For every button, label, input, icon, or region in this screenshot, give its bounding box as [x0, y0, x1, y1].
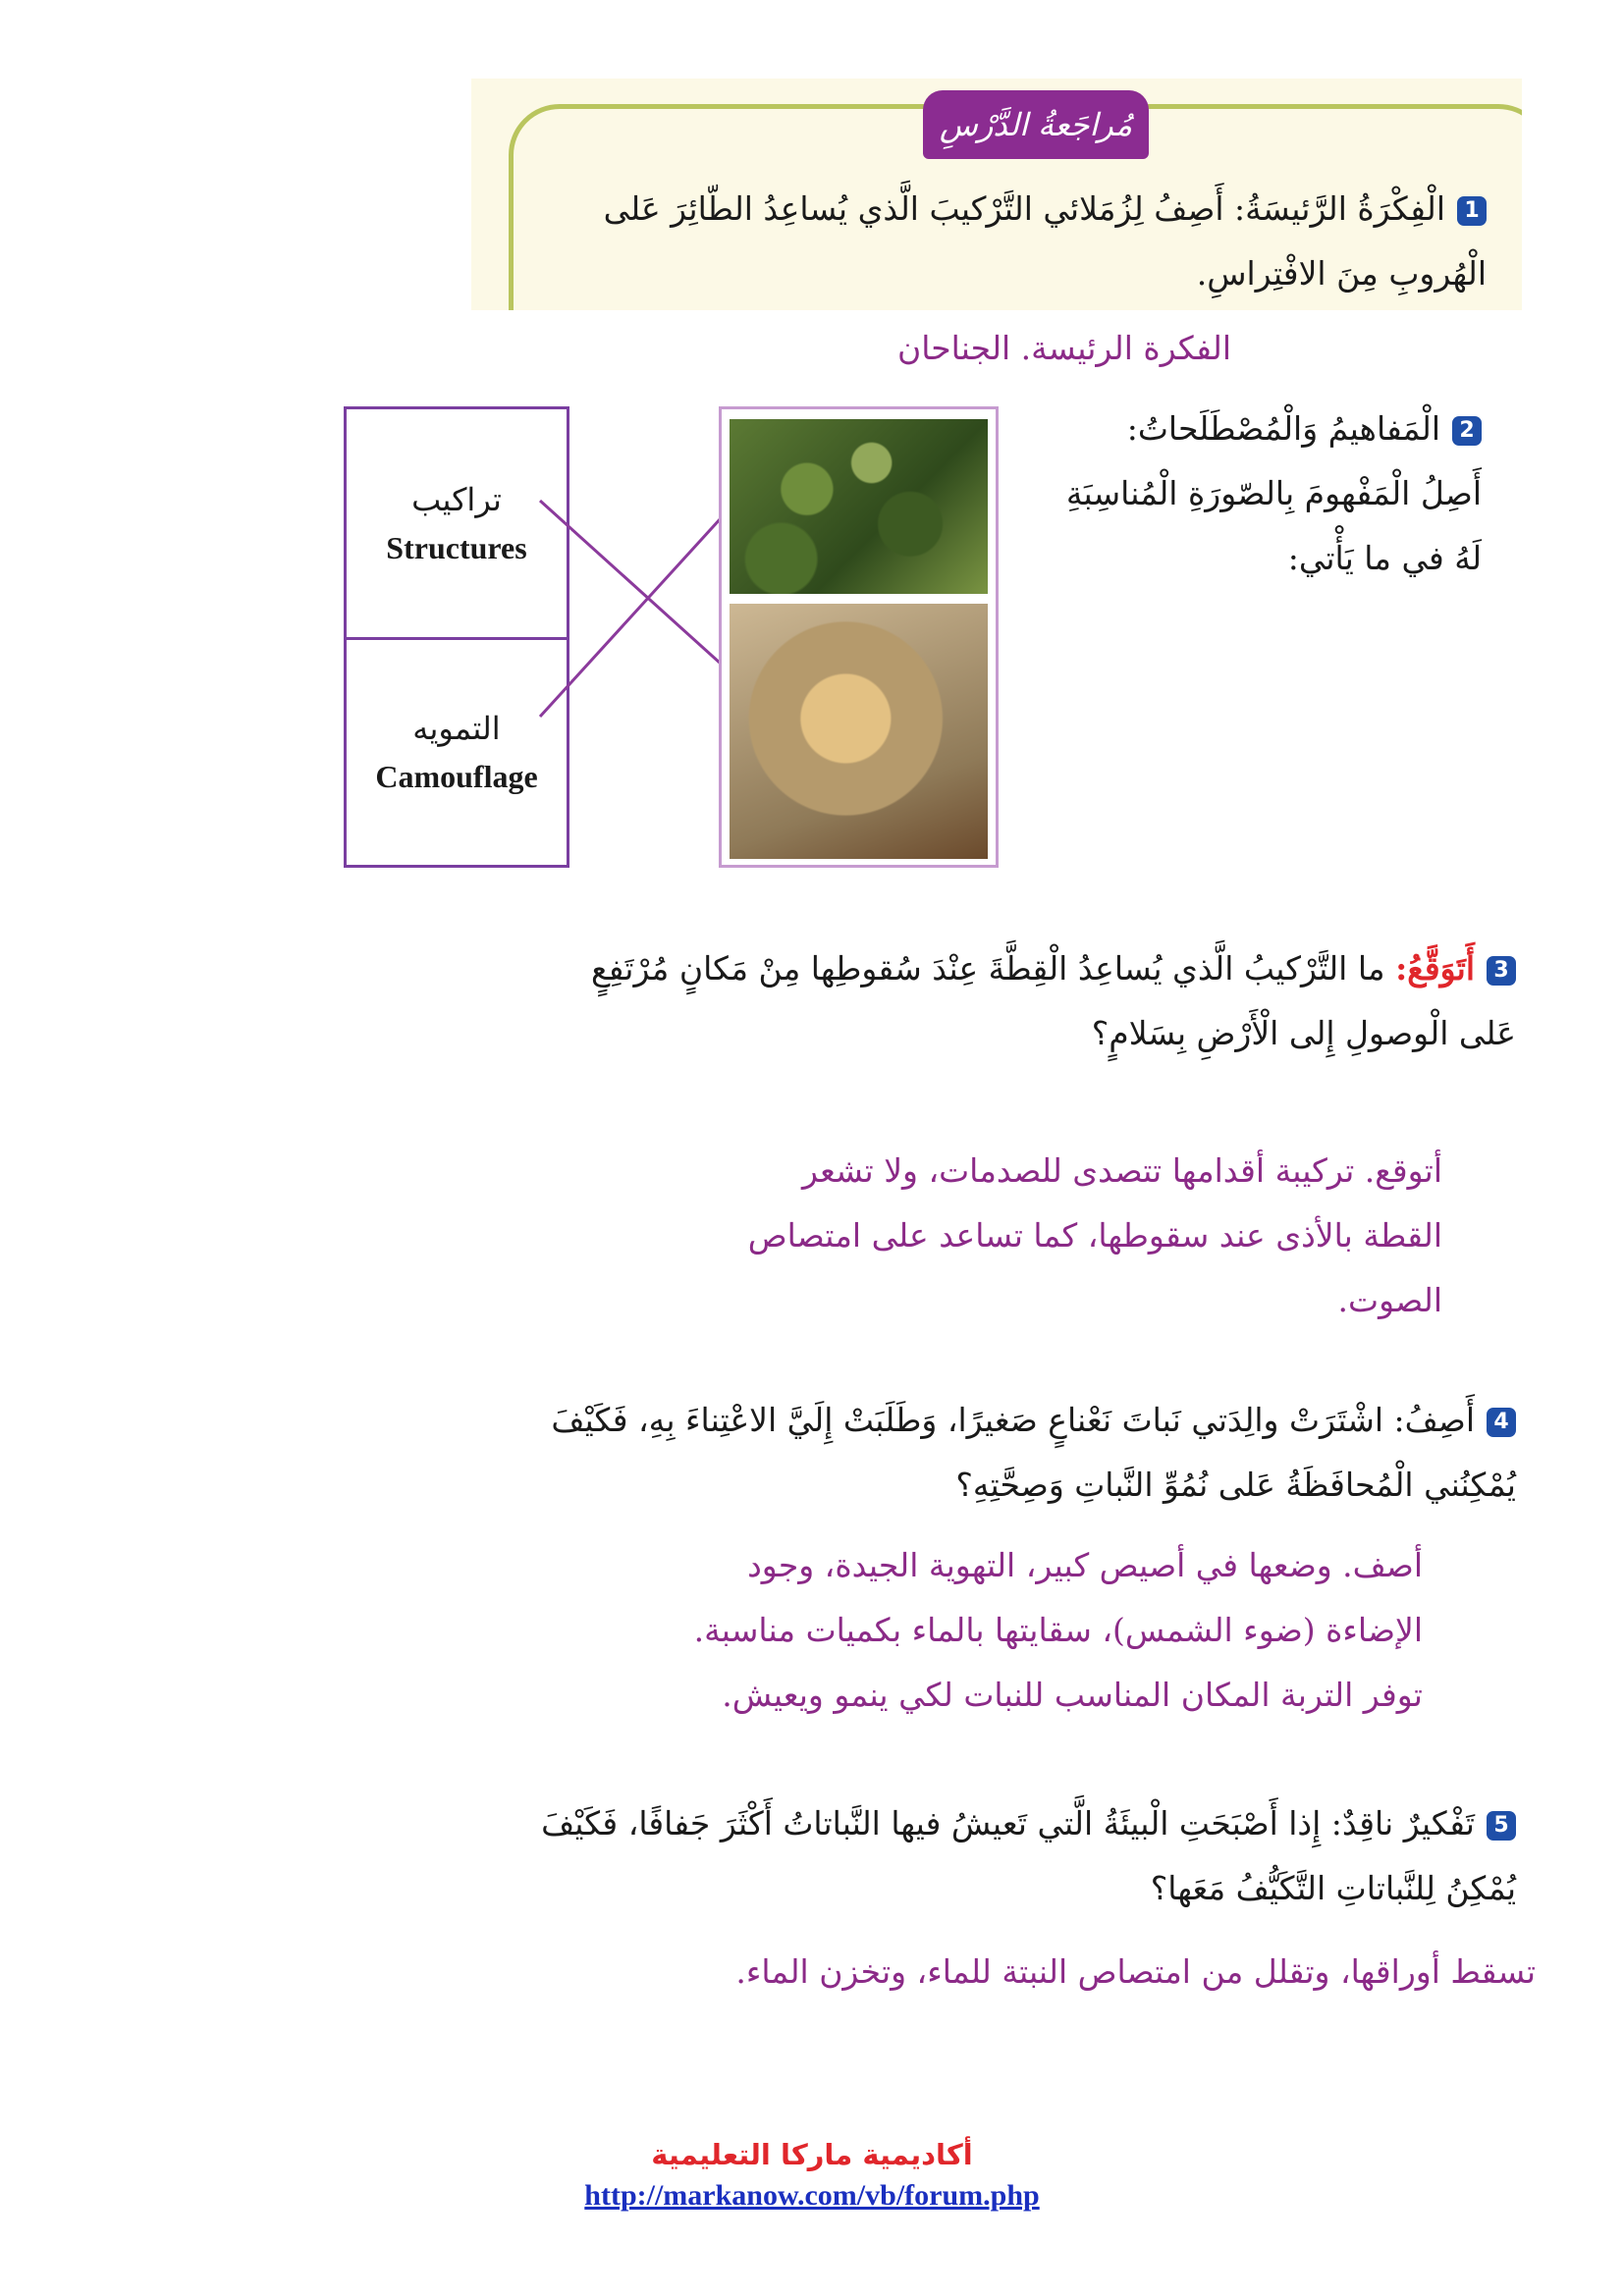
question-text: أَصِفُ: اشْتَرَتْ والِدَتي نَباتَ نَعْناعٍ صَغيرًا، وَطَلَبَتْ إِلَيَّ الاعْتِناءَ بِهِ، فَكَيْفَ يُمْكِنُني الْمُحافَظَةُ عَلى نُمُوِّ النَّباتِ وَصِحَّتِهِ؟: [551, 1401, 1516, 1504]
concept-arabic-label: التمويه: [412, 710, 501, 747]
footer-academy-name: أكاديمية ماركا التعليمية: [651, 2138, 973, 2171]
question-text: الْمَفاهيمُ وَالْمُصْطَلَحاتُ: أَصِلُ الْمَفْهومَ بِالصّورَةِ الْمُناسِبَةِ لَهُ في ما يَأْتي:: [1065, 409, 1482, 577]
question-number-badge: 3: [1487, 956, 1516, 986]
question-5-answer: تسقط أوراقها، وتقلل من امتصاص النبتة للماء، وتخزن الماء.: [735, 1952, 1536, 1991]
footer-link[interactable]: http://markanow.com/vb/forum.php: [584, 2179, 1040, 2212]
cat-paw-image: [730, 604, 988, 859]
question-text: ما التَّرْكيبُ الَّذي يُساعِدُ الْقِطَّةَ عِنْدَ سُقوطِها مِنْ مَكانٍ مُرْتَفِعٍ عَلى الْوصولِ إِلى الْأَرْضِ بِسَلامٍ؟: [591, 949, 1516, 1052]
images-column: [719, 406, 999, 868]
question-4: [495, 1388, 1516, 1518]
question-1-answer: الفكرة الرئيسة. الجناحان: [896, 329, 1231, 367]
concept-english-label: Structures: [386, 529, 527, 565]
question-number-badge: 4: [1487, 1408, 1516, 1437]
matching-lines: [530, 471, 746, 726]
concept-english-label: Camouflage: [375, 759, 538, 794]
review-title: مُراجَعةُ الدَّرْسِ: [923, 90, 1149, 159]
question-label: أَتَوَقَّعُ:: [1395, 949, 1475, 988]
question-3-answer: أتوقع. تركيبة أقدامها تتصدى للصدمات، ولا تشعر القطة بالأذى عند سقوطها، كما تساعد على امتصاص الصوت.: [747, 1151, 1442, 1319]
question-5: [495, 1791, 1516, 1921]
concept-arabic-label: تراكيب: [411, 480, 502, 518]
question-2: [1059, 397, 1482, 591]
question-text: تَفْكيرٌ ناقِدٌ: إِذا أَصْبَحَتِ الْبيئَةُ الَّتي تَعيشُ فيها النَّباتاتُ أَكْثَرَ جَفافًا، فَكَيْفَ يُمْكِنُ لِلنَّباتاتِ التَّكَيُّفُ مَعَها؟: [541, 1804, 1516, 1907]
question-3: [534, 936, 1516, 1066]
question-number-badge: 5: [1487, 1811, 1516, 1841]
footer: [0, 2138, 1624, 2213]
plants-camouflage-image: [730, 419, 988, 594]
question-1-text: [505, 177, 1487, 306]
question-1: [505, 189, 1487, 381]
question-4-answer: أصف. وضعها في أصيص كبير، التهوية الجيدة، وجود الإضاءة (ضوء الشمس)، سقايتها بالماء بكميات مناسبة. توفر التربة المكان المناسب للنبات لكي ينمو ويعيش.: [693, 1546, 1423, 1714]
question-number-badge: 1: [1457, 196, 1487, 226]
question-text: الْفِكْرَةُ الرَّئيسَةُ: أَصِفُ لِزُمَلائي التَّرْكيبَ الَّذي يُساعِدُ الطّائِرَ عَلى الْهُروبِ مِنَ الافْتِراسِ.: [603, 189, 1487, 293]
question-number-badge: 2: [1452, 416, 1482, 446]
